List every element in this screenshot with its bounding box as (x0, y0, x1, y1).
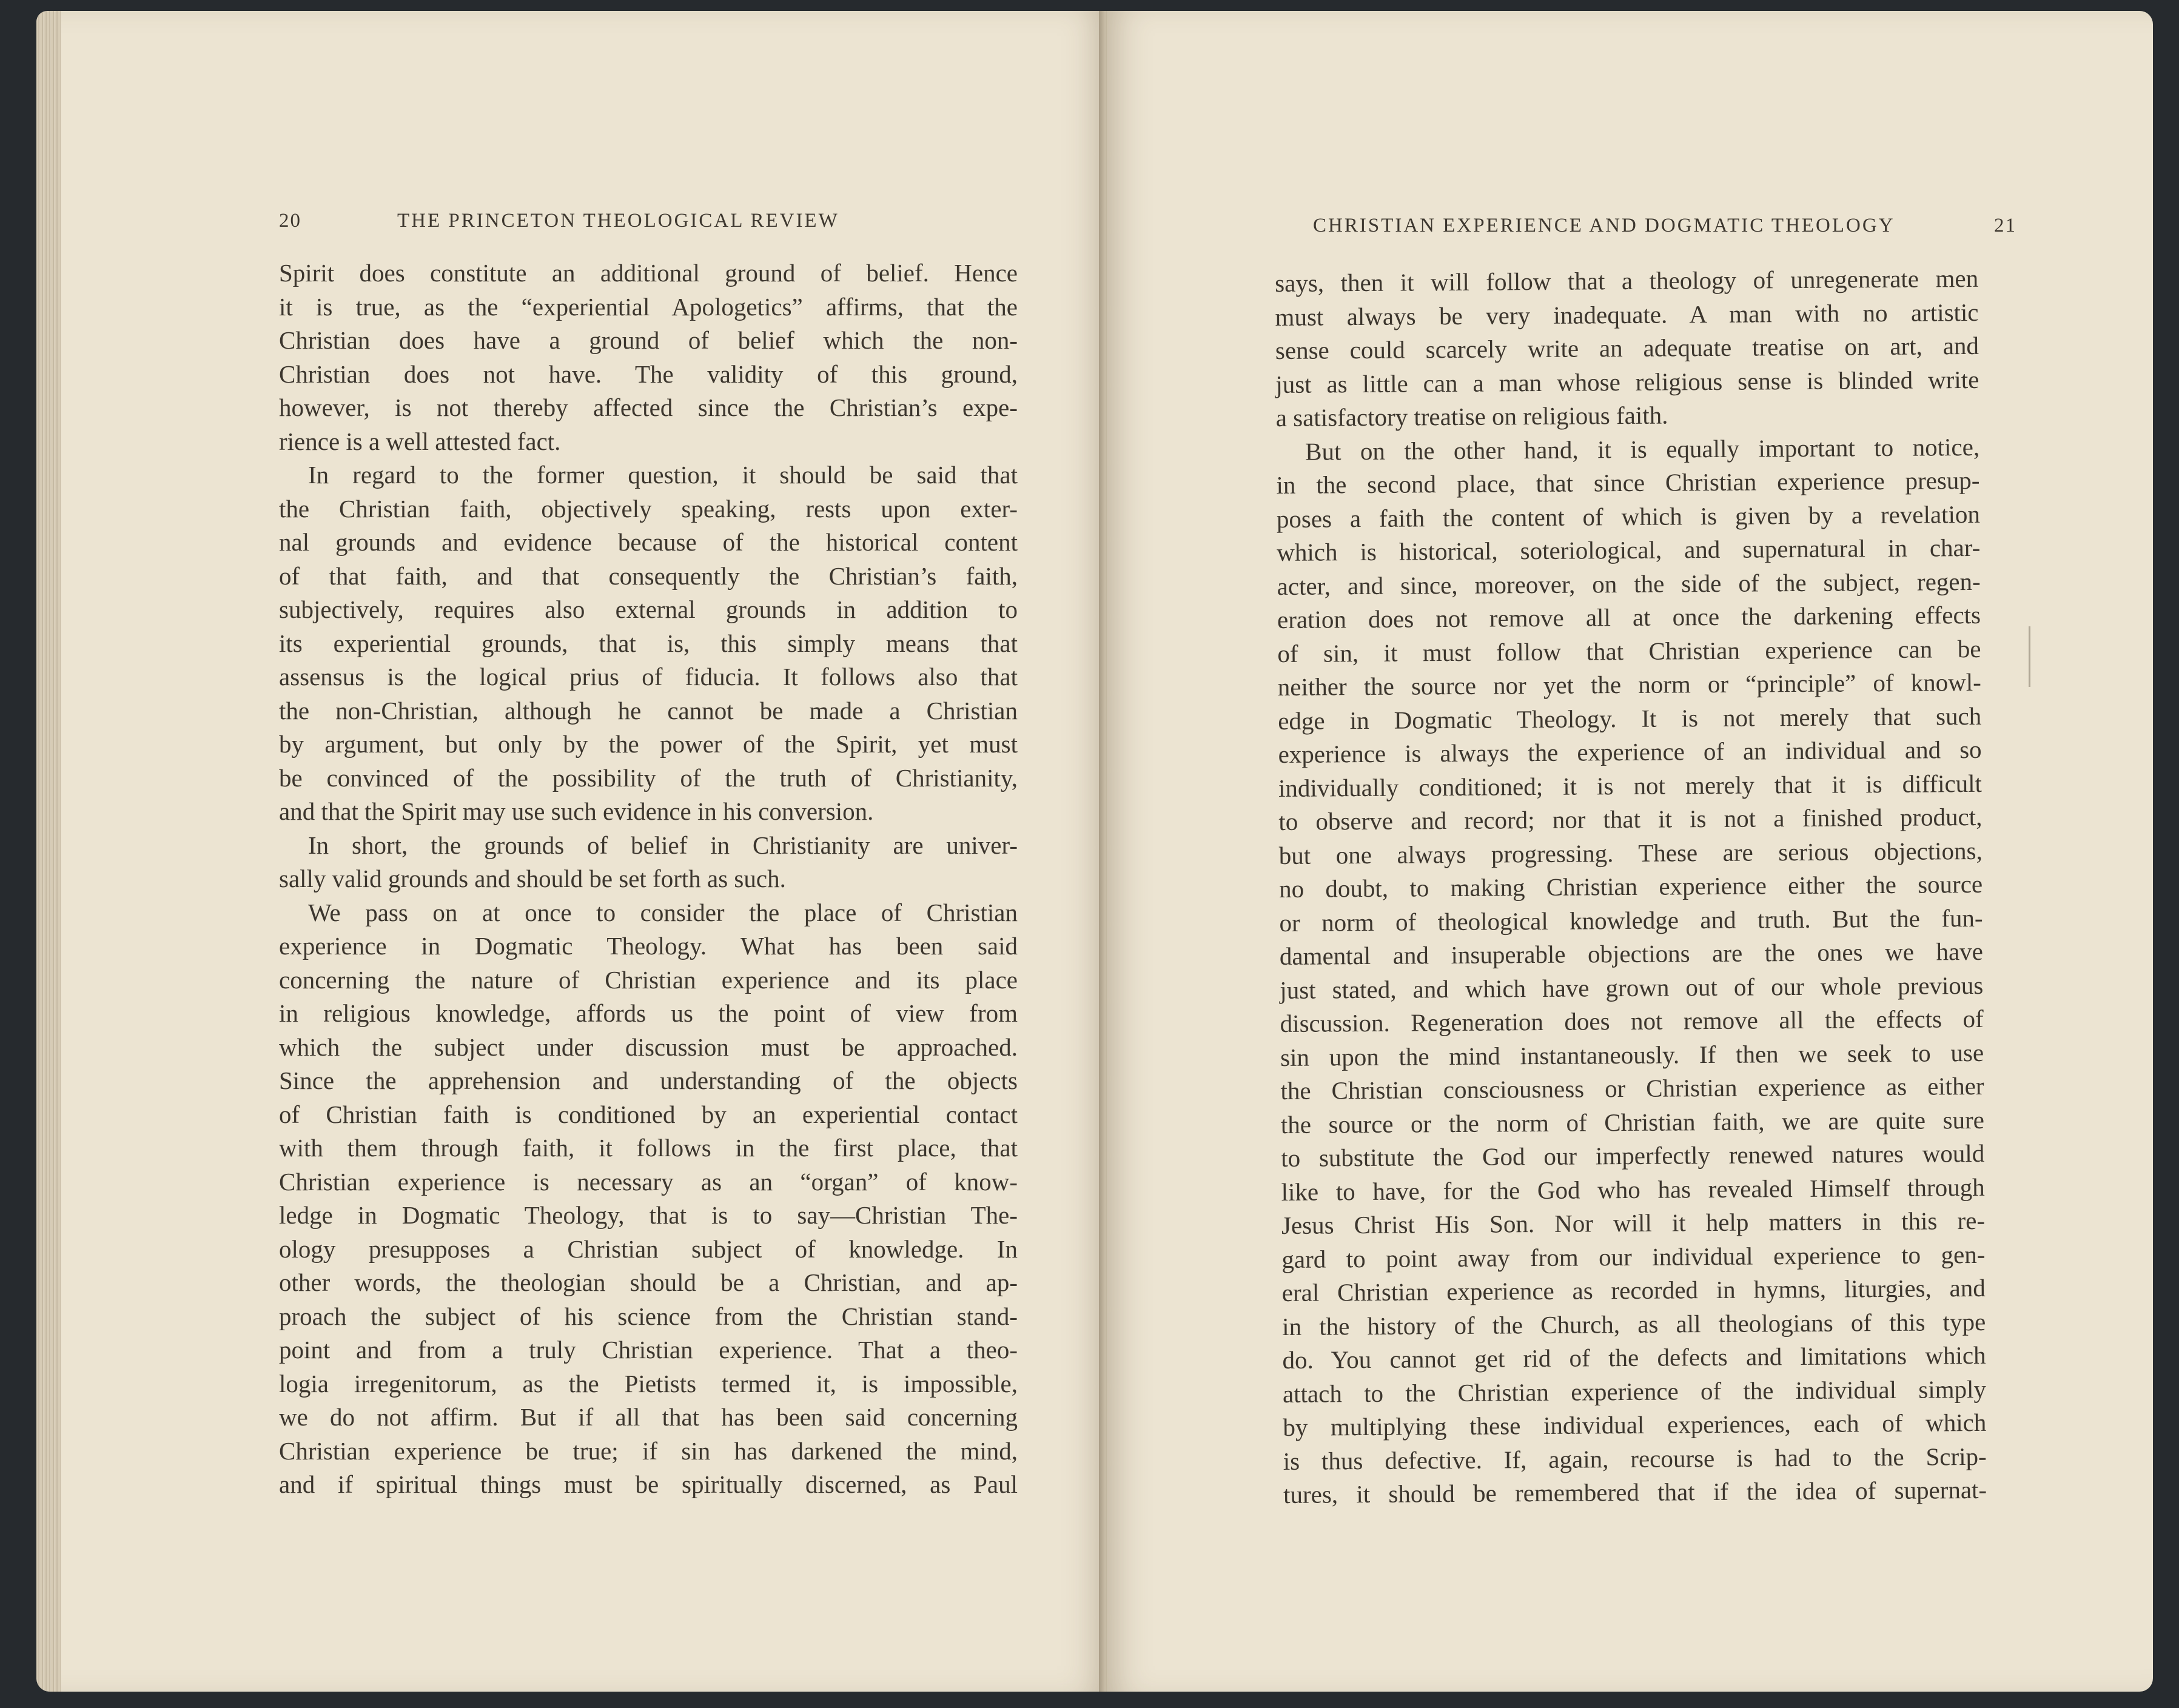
text-line: with them through faith, it follows in the first place, that (279, 1134, 1018, 1162)
text-line: eral Christian experience as recorded in hymns, liturgies, and (1281, 1273, 1986, 1307)
text-line: discussion. Regeneration does not remove all the effects of (1280, 1004, 1984, 1037)
text-line: gard to point away from our individual experience to gen- (1281, 1240, 1986, 1273)
left-page (36, 11, 1107, 1692)
margin-pencil-mark (2029, 626, 2030, 687)
running-head: THE PRINCETON THEOLOGICAL REVIEW (397, 210, 839, 232)
text-line: no doubt, to making Christian experience either the source (1279, 869, 1983, 903)
text-line: Christian does not have. The validity of this ground, (279, 360, 1018, 388)
running-head: CHRISTIAN EXPERIENCE AND DOGMATIC THEOLOGY (1313, 215, 1895, 236)
right-page (1107, 11, 2153, 1692)
text-line: nal grounds and evidence because of the historical content (279, 528, 1018, 556)
text-line: poses a faith the content of which is given by a revelation (1276, 500, 1981, 533)
text-line: which the subject under discussion must be approached. (279, 1033, 1018, 1061)
text-line: But on the other hand, it is equally important to notice, (1304, 432, 1980, 466)
text-line: which is historical, soteriological, and supernatural in char- (1277, 533, 1981, 566)
text-line: just stated, and which have grown out of our whole previous (1280, 971, 1984, 1004)
text-line: or norm of theological knowledge and truth. But the fun- (1279, 903, 1983, 937)
text-line: damental and insuperable objections are the ones we have (1279, 937, 1984, 970)
text-line: Christian experience is necessary as an “organ” of know- (279, 1167, 1018, 1196)
text-line: ology presupposes a Christian subject of knowledge. In (279, 1234, 1018, 1263)
text-line: ledge in Dogmatic Theology, that is to say—Christian The- (279, 1201, 1018, 1229)
text-line: attach to the Christian experience of the individual simply (1282, 1375, 1987, 1408)
text-line: and that the Spirit may use such evidence in his conversion. (279, 797, 874, 825)
text-line: neither the source nor yet the norm or “principle” of knowl- (1277, 668, 1981, 701)
text-line: Spirit does constitute an additional ground of belief. Hence (279, 259, 1018, 287)
open-book (36, 11, 2153, 1692)
text-line: a satisfactory treatise on religious faith. (1275, 401, 1668, 432)
page-edges (36, 11, 61, 1692)
text-line: eration does not remove all at once the darkening effects (1277, 600, 1981, 634)
text-line: In regard to the former question, it should be said that (308, 461, 1018, 489)
text-line: Christian experience be true; if sin has darkened the mind, (279, 1436, 1018, 1465)
text-line: rience is a well attested fact. (279, 427, 561, 455)
text-line: however, is not thereby affected since the Christian’s expe- (279, 394, 1018, 421)
text-line: subjectively, requires also external grounds in addition to (279, 595, 1018, 623)
text-line: by argument, but only by the power of the Spirit, yet must (279, 730, 1018, 758)
text-line: by multiplying these individual experiences, each of which (1283, 1408, 1987, 1441)
text-line: of Christian faith is conditioned by an experiential contact (279, 1100, 1018, 1128)
text-line: like to have, for the God who has revealed Himself through (1281, 1173, 1985, 1206)
text-line: assensus is the logical prius of fiducia. It follows also that (279, 663, 1018, 691)
text-line: but one always progressing. These are serious objections, (1278, 836, 1983, 869)
text-line: experience is always the experience of an individual and so (1278, 735, 1982, 768)
text-line: concerning the nature of Christian experience and its place (279, 965, 1018, 994)
text-line: must always be very inadequate. A man with no artistic (1275, 298, 1979, 331)
text-line: sin upon the mind instantaneously. If then we seek to use (1280, 1038, 1984, 1071)
text-line: to observe and record; nor that it is not a finished product, (1278, 802, 1983, 836)
text-line: the Christian consciousness or Christian experience as either (1280, 1071, 1984, 1105)
page-number: 21 (1994, 215, 2016, 236)
text-line: just as little can a man whose religious sense is blinded write (1275, 365, 1979, 398)
text-line: individually conditioned; it is not merely that it is difficult (1278, 769, 1983, 802)
right-page-body (1275, 262, 1987, 1512)
text-line: edge in Dogmatic Theology. It is not merely that such (1278, 702, 1982, 735)
text-line: be convinced of the possibility of the truth of Christianity, (279, 763, 1018, 792)
text-line: tures, it should be remembered that if the idea of supernat- (1283, 1475, 1987, 1509)
text-line: We pass on at once to consider the place of Christian (308, 898, 1018, 926)
text-line: other words, the theologian should be a Christian, and ap- (279, 1268, 1018, 1296)
text-line: and if spiritual things must be spiritually discerned, as Paul (279, 1470, 1018, 1498)
text-line: In short, the grounds of belief in Christianity are univer- (308, 831, 1018, 859)
text-line: sense could scarcely write an adequate treatise on art, and (1275, 331, 1979, 364)
text-line: sally valid grounds and should be set forth as such. (279, 865, 786, 893)
left-page-body (279, 256, 1018, 1502)
text-line: of sin, it must follow that Christian experience can be (1277, 634, 1981, 668)
text-line: says, then it will follow that a theology of unregenerate men (1275, 264, 1979, 297)
text-line: to substitute the God our imperfectly renewed natures would (1281, 1139, 1985, 1172)
text-line: the non-Christian, although he cannot be made a Christian (279, 696, 1018, 725)
text-line: it is true, as the “experiential Apologetics” affirms, that the (279, 292, 1018, 321)
text-line: Jesus Christ His Son. Nor will it help matters in this re- (1281, 1206, 1986, 1239)
text-line: is thus defective. If, again, recourse is had to the Scrip- (1283, 1442, 1987, 1475)
text-line: we do not affirm. But if all that has been said concerning (279, 1403, 1018, 1431)
text-line: logia irregenitorum, as the Pietists termed it, is impossible, (279, 1369, 1018, 1398)
page-number: 20 (279, 210, 301, 232)
text-line: point and from a truly Christian experience. That a theo- (279, 1336, 1018, 1364)
text-line: the Christian faith, objectively speaking, rests upon exter- (279, 494, 1018, 523)
text-line: Since the apprehension and understanding of the objects (279, 1067, 1018, 1094)
text-line: its experiential grounds, that is, this simply means that (279, 629, 1018, 657)
text-line: experience in Dogmatic Theology. What has been said (279, 932, 1018, 960)
text-line: in the history of the Church, as all theologians of this type (1282, 1307, 1986, 1341)
text-line: proach the subject of his science from the Christian stand- (279, 1302, 1018, 1330)
text-line: the source or the norm of Christian faith, we are quite sure (1280, 1105, 1985, 1139)
text-line: in the second place, that since Christian experience presup- (1276, 466, 1980, 499)
text-line: acter, and since, moreover, on the side of the subject, regen- (1277, 567, 1981, 600)
text-line: in religious knowledge, affords us the point of view from (279, 999, 1018, 1027)
text-line: do. You cannot get rid of the defects and limitations which (1282, 1341, 1986, 1374)
text-line: of that faith, and that consequently the Christian’s faith, (279, 561, 1018, 590)
text-line: Christian does have a ground of belief which the non- (279, 326, 1018, 354)
